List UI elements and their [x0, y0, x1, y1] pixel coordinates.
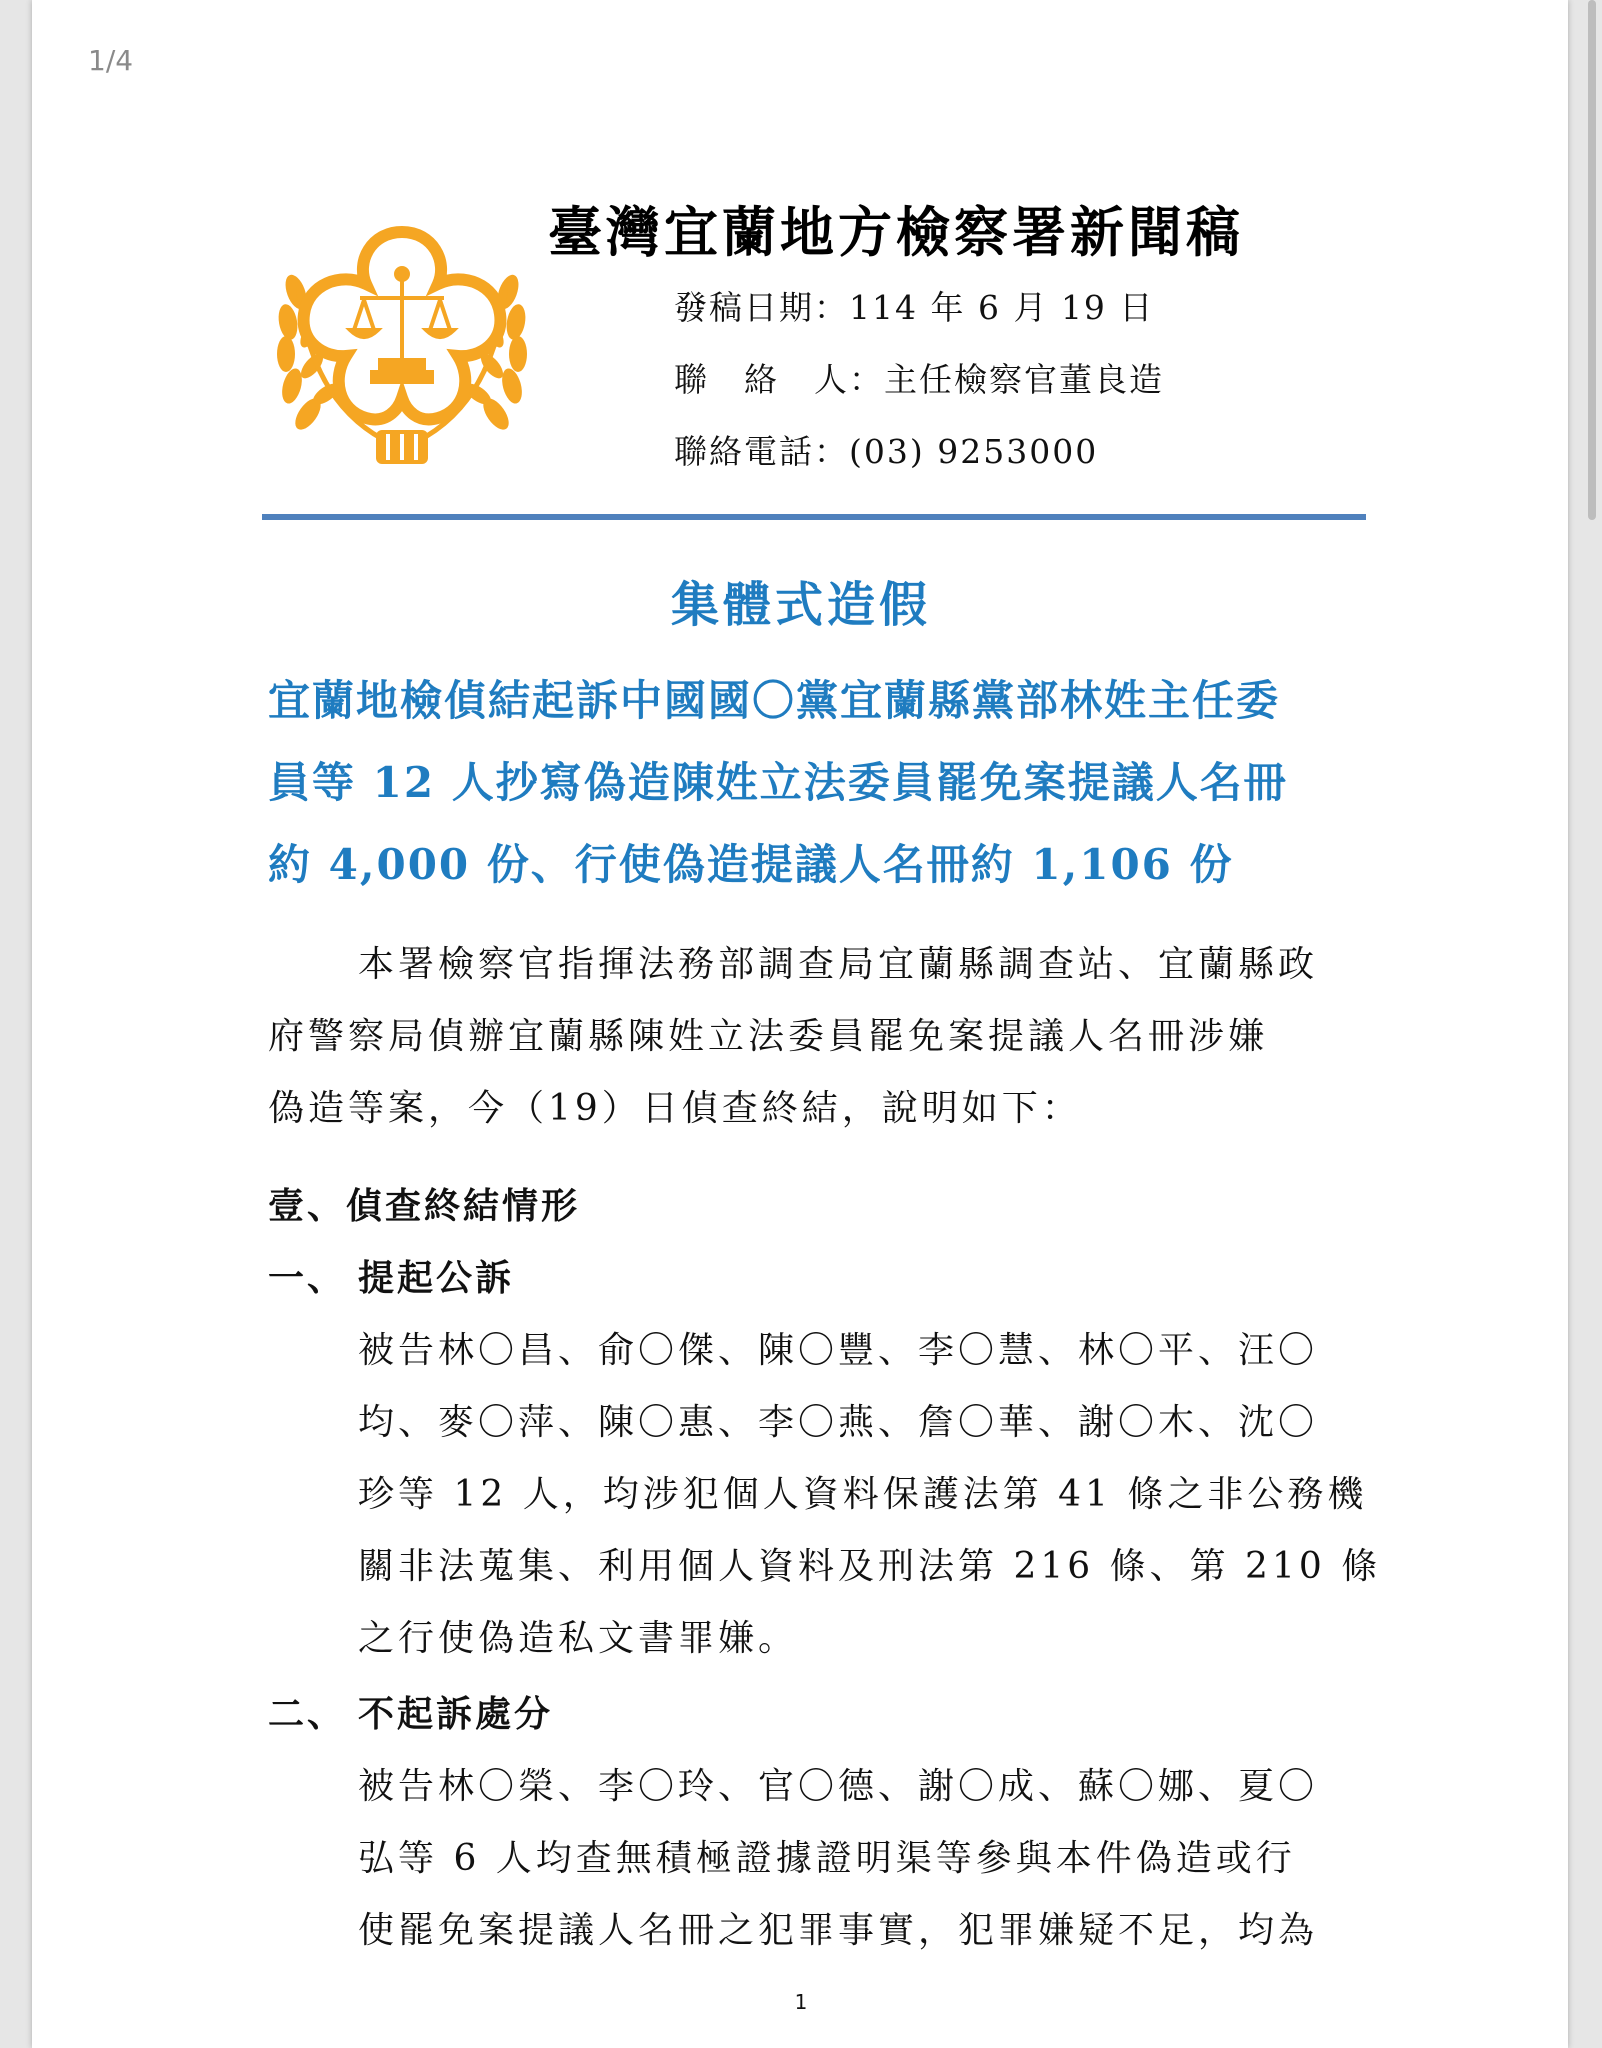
indictment-line: 關非法蒐集、利用個人資料及刑法第 216 條、第 210 條 — [358, 1546, 1382, 1587]
non-prosecution-line: 使罷免案提議人名冊之犯罪事實，犯罪嫌疑不足，均為 — [358, 1910, 1319, 1951]
non-prosecution-line: 弘等 6 人均查無積極證據證明渠等參與本件偽造或行 — [358, 1838, 1296, 1879]
intro-line: 府警察局偵辦宜蘭縣陳姓立法委員罷免案提議人名冊涉嫌 — [268, 1016, 1269, 1057]
subheadline-line: 宜蘭地檢偵結起訴中國國〇黨宜蘭縣黨部林姓主任委 — [268, 676, 1281, 725]
page-indicator: 1/4 — [88, 44, 134, 77]
contact-phone: 聯絡電話：(03) 9253000 — [674, 432, 1099, 471]
subsection-number: 一、 — [268, 1257, 347, 1299]
vertical-scrollbar[interactable] — [1588, 0, 1596, 520]
release-date: 發稿日期：114 年 6 月 19 日 — [674, 288, 1155, 327]
page-number: 1 — [794, 1990, 808, 2014]
page-title: 臺灣宜蘭地方檢察署新聞稿 — [548, 200, 1244, 264]
indictment-line: 之行使偽造私文書罪嫌。 — [358, 1618, 799, 1659]
contact-person: 聯 絡 人：主任檢察官董良造 — [674, 360, 1164, 399]
indictment-line: 珍等 12 人，均涉犯個人資料保護法第 41 條之非公務機 — [358, 1474, 1368, 1515]
header-divider — [262, 514, 1366, 520]
indictment-line: 均、麥〇萍、陳〇惠、李〇燕、詹〇華、謝〇木、沈〇 — [358, 1402, 1319, 1443]
prosecutors-office-emblem-icon — [268, 222, 536, 468]
indictment-line: 被告林〇昌、俞〇傑、陳〇豐、李〇慧、林〇平、汪〇 — [358, 1330, 1319, 1371]
subsection-heading-indictment: 提起公訴 — [358, 1257, 515, 1299]
subsection-heading-non-prosecution: 不起訴處分 — [358, 1693, 554, 1735]
headline: 集體式造假 — [670, 577, 931, 633]
intro-line: 本署檢察官指揮法務部調查局宜蘭縣調查站、宜蘭縣政 — [358, 944, 1319, 985]
subsection-number: 二、 — [268, 1693, 347, 1735]
intro-line: 偽造等案，今（19）日偵查終結，說明如下： — [268, 1088, 1082, 1129]
subheadline-line: 約 4,000 份、行使偽造提議人名冊約 1,106 份 — [268, 840, 1234, 889]
non-prosecution-line: 被告林〇榮、李〇玲、官〇德、謝〇成、蘇〇娜、夏〇 — [358, 1766, 1319, 1807]
subheadline-line: 員等 12 人抄寫偽造陳姓立法委員罷免案提議人名冊 — [268, 758, 1288, 807]
section-heading: 壹、偵查終結情形 — [268, 1185, 581, 1227]
